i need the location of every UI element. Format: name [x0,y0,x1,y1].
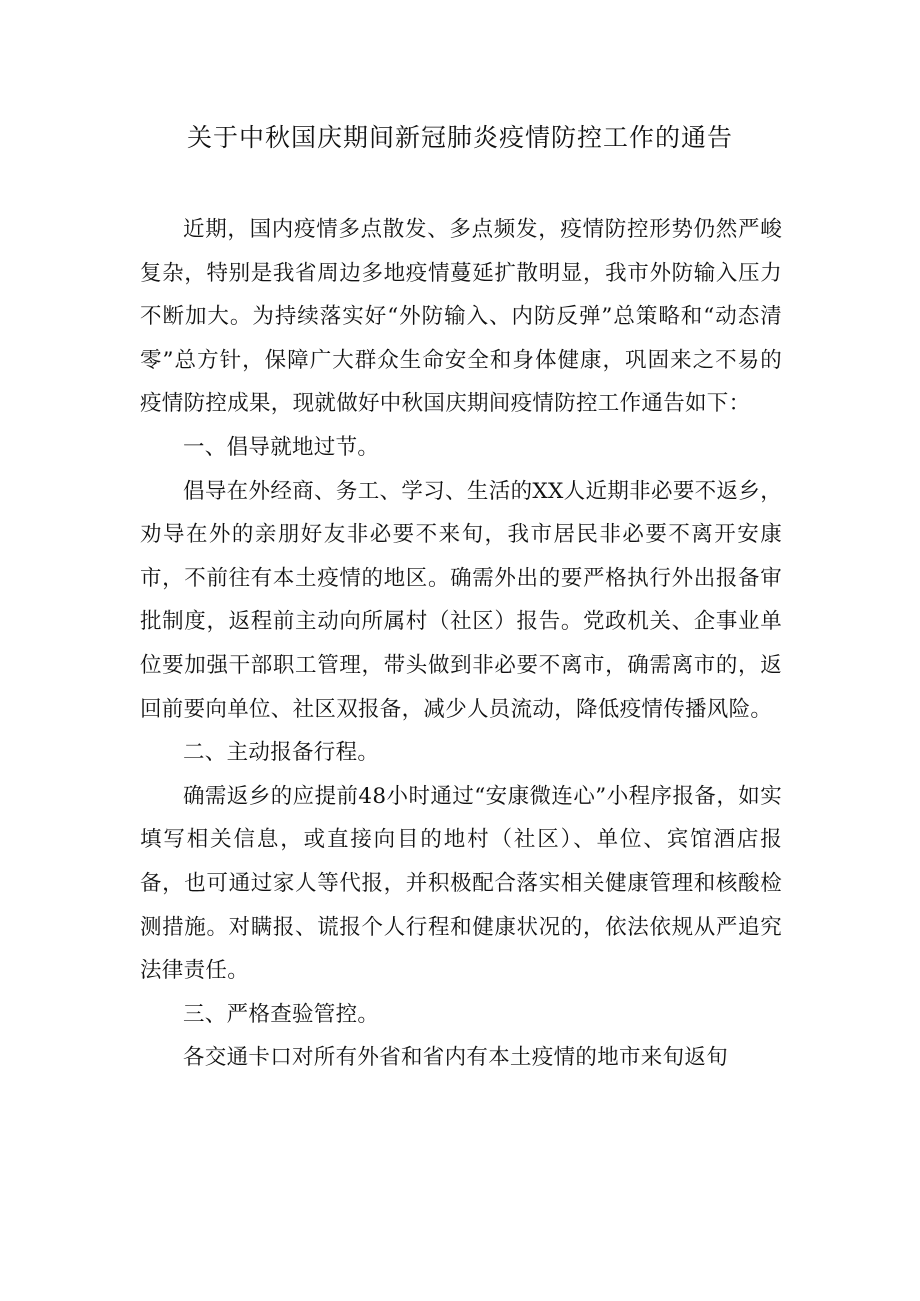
paragraph-intro: 近期，国内疫情多点散发、多点频发，疫情防控形势仍然严峻复杂，特别是我省周边多地疫情蔓延扩散明显，我市外防输入压力不断加大。为持续落实好“外防输入、内防反弹”总策略和“动态清零”总方针，保障广大群众生命安全和身体健康，巩固来之不易的疫情防控成果，现就做好中秋国庆期间疫情防控工作通告如下： [140,217,782,417]
document-body [140,208,782,1080]
section-heading-3: 三、严格查验管控。 [183,1001,380,1027]
document-title: 关于中秋国庆期间新冠肺炎疫情防控工作的通告 [186,123,733,152]
paragraph-section-3: 各交通卡口对所有外省和省内有本土疫情的地市来旬返旬 [183,1045,729,1071]
paragraph-section-2: 确需返乡的应提前48小时通过“安康微连心”小程序报备，如实填写相关信息，或直接向目的地村（社区）、单位、宾馆酒店报备，也可通过家人等代报，并积极配合落实相关健康管理和核酸检测措施。对瞒报、谎报个人行程和健康状况的，依法依规从严追究法律责任。 [140,783,782,984]
paragraph-section-1: 倡导在外经商、务工、学习、生活的XX人近期非必要不返乡，劝导在外的亲朋好友非必要不来旬，我市居民非必要不离开安康市，不前往有本土疫情的地区。确需外出的要严格执行外出报备审批制度，返程前主动向所属村（社区）报告。党政机关、企事业单位要加强干部职工管理，带头做到非必要不离市，确需离市的，返回前要向单位、社区双报备，减少人员流动，降低疫情传播风险。 [140,478,782,722]
section-heading-1: 一、倡导就地过节。 [183,434,380,460]
section-heading-2: 二、主动报备行程。 [183,740,380,766]
